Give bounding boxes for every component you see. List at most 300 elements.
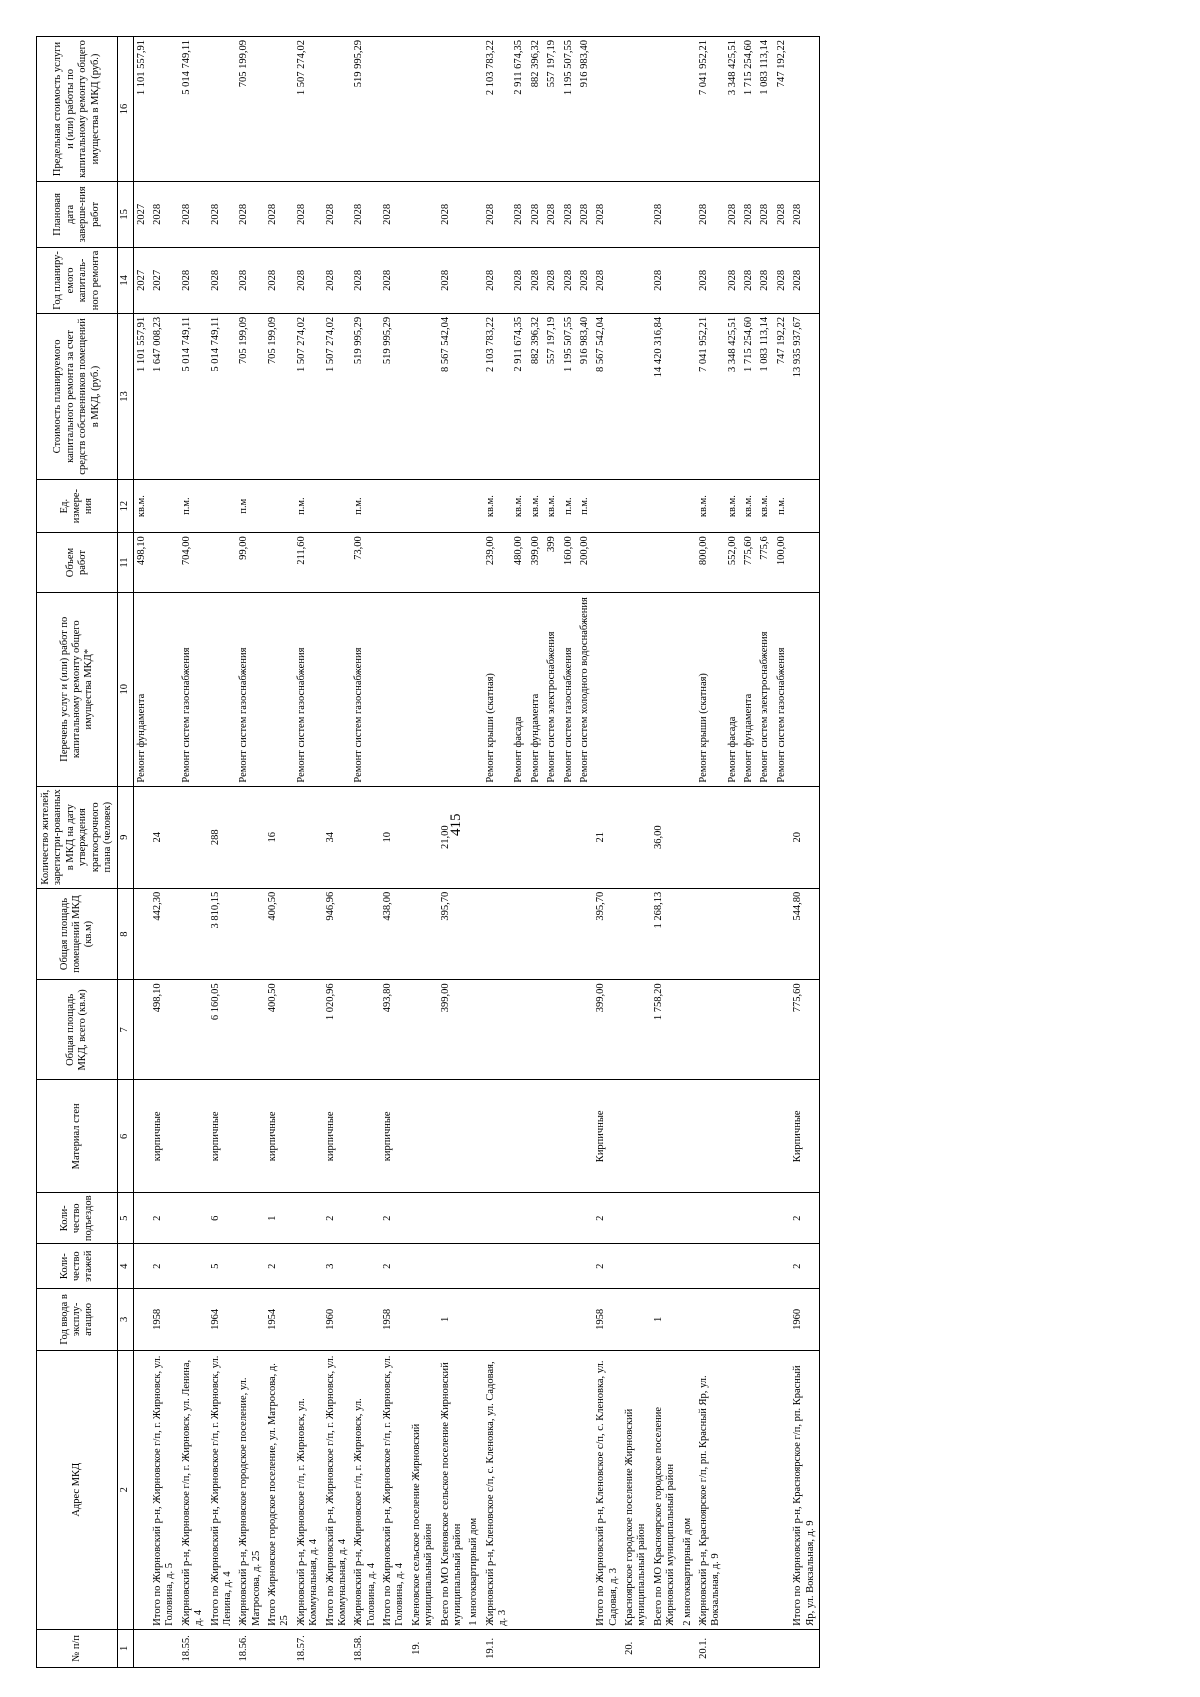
table-cell: 2 [323,1193,352,1244]
table-cell: п.м. [561,480,577,533]
table-cell: 1 715 254,60 [741,313,757,479]
table-cell [294,888,323,980]
table-cell [561,1289,577,1351]
table-cell [466,1193,482,1244]
table-cell: 5 [208,1244,237,1289]
table-cell: 747 192,22 [774,313,790,479]
table-cell: 7 041 952,21 [696,37,725,182]
table-cell [528,1350,544,1629]
table-cell [741,888,757,980]
table-cell [757,1629,773,1667]
table-cell: 3 348 425,51 [725,313,741,479]
table-cell: 442,30 [150,888,179,980]
table-cell: п.м. [179,480,208,533]
table-cell [757,980,773,1080]
table-cell: кв.м. [528,480,544,533]
table-cell: Жирновский р-н, Жирновское городское поселение, ул. Матросова, д. 25 [236,1350,265,1629]
table-cell [528,1629,544,1667]
table-row [696,37,725,1668]
table-cell: кв.м. [757,480,773,533]
table-cell [593,480,622,533]
table-cell [511,1350,527,1629]
table-cell: 21 [593,786,622,888]
column-number: 15 [118,181,133,247]
table-cell: 2028 [351,247,380,313]
table-row [741,37,757,1668]
table-cell [380,592,409,786]
table-cell: 438,00 [380,888,409,980]
table-cell: 2028 [323,181,352,247]
table-cell [409,1244,438,1289]
table-cell [561,980,577,1080]
table-cell: 2028 [593,181,622,247]
table-cell [380,533,409,593]
table-cell: 2 911 674,35 [511,37,527,182]
table-cell: кирпичные [208,1080,237,1193]
table-cell [680,888,696,980]
table-cell: п.м [236,480,265,533]
table-cell: 3 810,15 [208,888,237,980]
table-cell: 2028 [774,181,790,247]
table-cell: 2028 [544,181,560,247]
table-cell: 2 [790,1193,819,1244]
table-cell [622,1289,651,1351]
table-cell: 5 014 749,11 [208,313,237,479]
table-cell [696,980,725,1080]
table-cell [323,480,352,533]
table-cell [150,592,179,786]
table-cell [511,888,527,980]
table-cell: 557 197,19 [544,37,560,182]
table-cell [466,888,482,980]
table-cell: 19.1. [483,1629,512,1667]
table-cell [466,1289,482,1351]
table-cell: 2028 [651,181,680,247]
table-cell [438,480,467,533]
table-cell [466,247,482,313]
table-cell [680,533,696,593]
table-cell [696,1080,725,1193]
table-cell [725,1080,741,1193]
table-cell [544,980,560,1080]
table-cell [179,1080,208,1193]
table-cell [577,1244,593,1289]
table-cell [593,37,622,182]
table-cell: 400,50 [265,888,294,980]
table-cell: 8 567 542,04 [593,313,622,479]
table-cell: 2027 [133,181,150,247]
rotated-page [36,36,1196,1668]
table-cell [680,1080,696,1193]
table-cell: 19. [409,1629,438,1667]
table-cell: 705 199,09 [236,37,265,182]
table-cell [438,592,467,786]
table-cell: Жирновский р-н, Жирновское г/п, г. Жирновск, ул. Головина, д. 4 [351,1350,380,1629]
table-cell: 916 983,40 [577,37,593,182]
table-cell: 18.57. [294,1629,323,1667]
table-cell [741,1080,757,1193]
table-cell [577,888,593,980]
table-row [294,37,323,1668]
table-cell: 498,10 [150,980,179,1080]
table-cell [757,1350,773,1629]
table-cell [577,1080,593,1193]
table-row [561,37,577,1668]
table-cell: 36,00 [651,786,680,888]
table-cell: 16 [265,786,294,888]
table-cell: 399,00 [593,980,622,1080]
column-number: 7 [118,980,133,1080]
table-cell: 2028 [511,247,527,313]
table-row [380,37,409,1668]
table-cell: 480,00 [511,533,527,593]
table-cell [544,1289,560,1351]
table-cell: 21,00 [438,786,467,888]
table-cell: 6 [208,1193,237,1244]
table-cell [561,786,577,888]
table-cell [133,1193,150,1244]
table-cell: Итого по Жирновский р-н, Жирновское г/п, г. Жирновск, ул. Головина, д. 4 [380,1350,409,1629]
table-cell: 775,6 [757,533,773,593]
table-cell [725,1289,741,1351]
table-cell: 2028 [208,247,237,313]
table-cell: 498,10 [133,533,150,593]
table-cell: 2028 [757,247,773,313]
table-cell [466,533,482,593]
table-cell: 2028 [323,247,352,313]
table-cell [593,592,622,786]
table-cell [561,1350,577,1629]
table-cell: 2028 [150,181,179,247]
table-cell: 2028 [725,247,741,313]
table-cell [380,37,409,182]
column-number: 5 [118,1193,133,1244]
table-cell [133,1244,150,1289]
table-cell: 2 103 783,22 [483,37,512,182]
table-cell [409,980,438,1080]
table-cell [323,533,352,593]
table-cell: Всего по МО Кленовское сельское поселение Жирновский муниципальный район [438,1350,467,1629]
table-cell: 705 199,09 [265,313,294,479]
table-cell [294,1289,323,1351]
table-cell [483,1193,512,1244]
table-cell [790,480,819,533]
table-cell: п.м. [294,480,323,533]
table-cell [236,1080,265,1193]
table-cell [544,1350,560,1629]
table-cell: 395,70 [438,888,467,980]
table-cell [150,480,179,533]
table-cell [466,1244,482,1289]
table-cell: 2028 [179,181,208,247]
column-number-row [118,37,133,1668]
table-cell [483,786,512,888]
table-cell: 5 014 749,11 [179,313,208,479]
column-number: 2 [118,1350,133,1629]
table-cell: 3 348 425,51 [725,37,741,182]
table-cell: Ремонт систем газоснабжения [774,592,790,786]
table-cell: 1 083 113,14 [757,313,773,479]
table-cell: 18.55. [179,1629,208,1667]
table-cell [511,1289,527,1351]
table-cell: кв.м. [725,480,741,533]
table-cell: кв.м. [133,480,150,533]
table-cell [179,980,208,1080]
table-cell: Ремонт систем газоснабжения [351,592,380,786]
table-row [466,37,482,1668]
table-cell: 1 647 008,23 [150,313,179,479]
table-cell: 1 507 274,02 [323,313,352,479]
table-cell [409,37,438,182]
table-cell: 6 160,05 [208,980,237,1080]
table-cell [774,888,790,980]
header-cell: Материал стен [37,1080,118,1193]
table-cell [208,533,237,593]
column-number: 9 [118,786,133,888]
table-row [179,37,208,1668]
table-cell [741,1193,757,1244]
table-cell: 1958 [593,1289,622,1351]
table-cell [409,313,438,479]
table-cell [725,1193,741,1244]
table-cell: 1 101 557,91 [133,37,150,182]
table-cell: 2028 [741,181,757,247]
table-cell [577,1350,593,1629]
table-cell: Ремонт крыши (скатная) [696,592,725,786]
header-cell: Объем работ [37,533,118,593]
table-cell [511,1193,527,1244]
table-cell: 3 [323,1244,352,1289]
table-cell [208,480,237,533]
table-cell: 2028 [438,247,467,313]
table-cell [511,980,527,1080]
table-cell [622,37,651,182]
table-cell [483,980,512,1080]
table-cell [179,888,208,980]
table-cell [466,1629,482,1667]
table-row [725,37,741,1668]
table-cell [725,786,741,888]
table-cell: 1 758,20 [651,980,680,1080]
table-cell [680,313,696,479]
table-cell [528,1080,544,1193]
table-cell [409,592,438,786]
table-cell: Ремонт фасада [511,592,527,786]
table-cell: 704,00 [179,533,208,593]
table-cell: 946,96 [323,888,352,980]
table-cell [561,1080,577,1193]
table-row [150,37,179,1668]
table-cell: 747 192,22 [774,37,790,182]
table-cell: 1 268,13 [651,888,680,980]
table-cell [351,786,380,888]
table-row [790,37,819,1668]
table-cell [409,181,438,247]
table-cell [561,1193,577,1244]
table-cell [757,1193,773,1244]
table-row [438,37,467,1668]
table-cell [466,980,482,1080]
table-cell [622,480,651,533]
table-cell: 2028 [593,247,622,313]
table-cell: кв.м. [741,480,757,533]
table-cell: Кирпичные [593,1080,622,1193]
table-cell [741,1289,757,1351]
table-cell: 2028 [741,247,757,313]
table-cell [774,1629,790,1667]
table-cell [577,980,593,1080]
table-cell [790,1629,819,1667]
table-cell: 395,70 [593,888,622,980]
header-cell: Коли-чество подъездов [37,1193,118,1244]
table-cell [133,1289,150,1351]
table-cell: 2028 [790,181,819,247]
table-cell: 2027 [133,247,150,313]
table-cell: 100,00 [774,533,790,593]
table-cell [561,1629,577,1667]
table-row [511,37,527,1668]
table-cell [528,1244,544,1289]
table-cell [651,533,680,593]
table-cell [438,1193,467,1244]
header-cell: № п/п [37,1629,118,1667]
table-cell [622,592,651,786]
table-cell [757,786,773,888]
header-row [37,37,118,1668]
table-row [680,37,696,1668]
table-cell [409,888,438,980]
table-cell [622,1080,651,1193]
table-cell [622,786,651,888]
table-cell: 2028 [790,247,819,313]
table-row [323,37,352,1668]
table-cell [409,480,438,533]
table-row [651,37,680,1668]
table-cell: 544,80 [790,888,819,980]
page-number: 415 [448,813,464,836]
table-cell: 20 [790,786,819,888]
table-cell: Итого по Жирновский р-н, Жирновское г/п, г. Жирновск, ул. Ленина, д. 4 [208,1350,237,1629]
table-cell [265,533,294,593]
table-cell: 2028 [511,181,527,247]
table-cell [208,592,237,786]
header-cell: Ед. измере-ния [37,480,118,533]
table-cell [351,1080,380,1193]
table-row [236,37,265,1668]
header-cell: Перечень услуг и (или) работ по капитальному ремонту общего имущества МКД* [37,592,118,786]
table-cell: Ремонт систем газоснабжения [236,592,265,786]
table-cell [774,1193,790,1244]
column-number: 14 [118,247,133,313]
table-body [133,37,819,1668]
repair-plan-table [36,36,820,1668]
table-cell [680,247,696,313]
table-cell: 2028 [294,181,323,247]
table-cell: 882 396,32 [528,37,544,182]
table-cell [511,786,527,888]
table-cell [680,1193,696,1244]
table-row [774,37,790,1668]
table-row [208,37,237,1668]
table-cell: 99,00 [236,533,265,593]
table-cell [294,1244,323,1289]
table-cell: 2 911 674,35 [511,313,527,479]
column-number: 11 [118,533,133,593]
table-cell [528,980,544,1080]
table-cell [265,37,294,182]
table-cell [622,1244,651,1289]
column-number: 6 [118,1080,133,1193]
table-cell [651,480,680,533]
table-cell [680,786,696,888]
table-cell [544,1193,560,1244]
table-cell [133,1350,150,1629]
table-cell: 2 [593,1244,622,1289]
table-cell: Ремонт фундамента [528,592,544,786]
table-cell: кв.м. [544,480,560,533]
table-cell: 1958 [380,1289,409,1351]
table-cell [438,37,467,182]
table-cell [741,1629,757,1667]
table-cell: Итого Жирновское городское поселение, ул. Матросова, д. 25 [265,1350,294,1629]
table-cell [409,533,438,593]
table-cell: Жирновский р-н, Жирновское г/п, г. Жирновск, ул. Ленина, д. 4 [179,1350,208,1629]
table-cell: 2 [380,1244,409,1289]
table-cell [380,480,409,533]
table-cell [622,533,651,593]
table-cell: 13 935 937,67 [790,313,819,479]
table-cell [528,888,544,980]
table-row [544,37,560,1668]
table-cell: 775,60 [741,533,757,593]
table-cell: 24 [150,786,179,888]
table-cell: 7 041 952,21 [696,313,725,479]
table-cell: 18.58. [351,1629,380,1667]
table-row [577,37,593,1668]
table-cell [577,1629,593,1667]
table-cell [409,247,438,313]
table-cell: 20. [622,1629,651,1667]
table-cell: 705 199,09 [236,313,265,479]
table-cell: 2 [380,1193,409,1244]
table-row [409,37,438,1668]
table-cell: 2028 [528,247,544,313]
table-cell [696,1289,725,1351]
table-cell: 916 983,40 [577,313,593,479]
table-cell: Жирновский р-н, Жирновское г/п, г. Жирновск, ул. Коммунальная, д. 4 [294,1350,323,1629]
table-cell: 34 [323,786,352,888]
table-cell [774,1080,790,1193]
table-cell: 2 многоквартирный дом [680,1350,696,1629]
table-cell [438,1244,467,1289]
table-cell: Кирпичные [790,1080,819,1193]
table-row [757,37,773,1668]
table-cell [757,1244,773,1289]
table-cell [265,480,294,533]
table-cell: 288 [208,786,237,888]
table-cell: Красноярское городское поселение Жирновский муниципальный район [622,1350,651,1629]
table-cell [323,592,352,786]
table-cell [528,1193,544,1244]
table-cell [466,786,482,888]
table-cell: 2028 [528,181,544,247]
table-cell [544,1629,560,1667]
table-cell: 882 396,32 [528,313,544,479]
table-cell [409,1080,438,1193]
table-cell: 2028 [577,181,593,247]
table-cell: 1 многоквартирный дом [466,1350,482,1629]
table-cell: Ремонт систем газоснабжения [561,592,577,786]
